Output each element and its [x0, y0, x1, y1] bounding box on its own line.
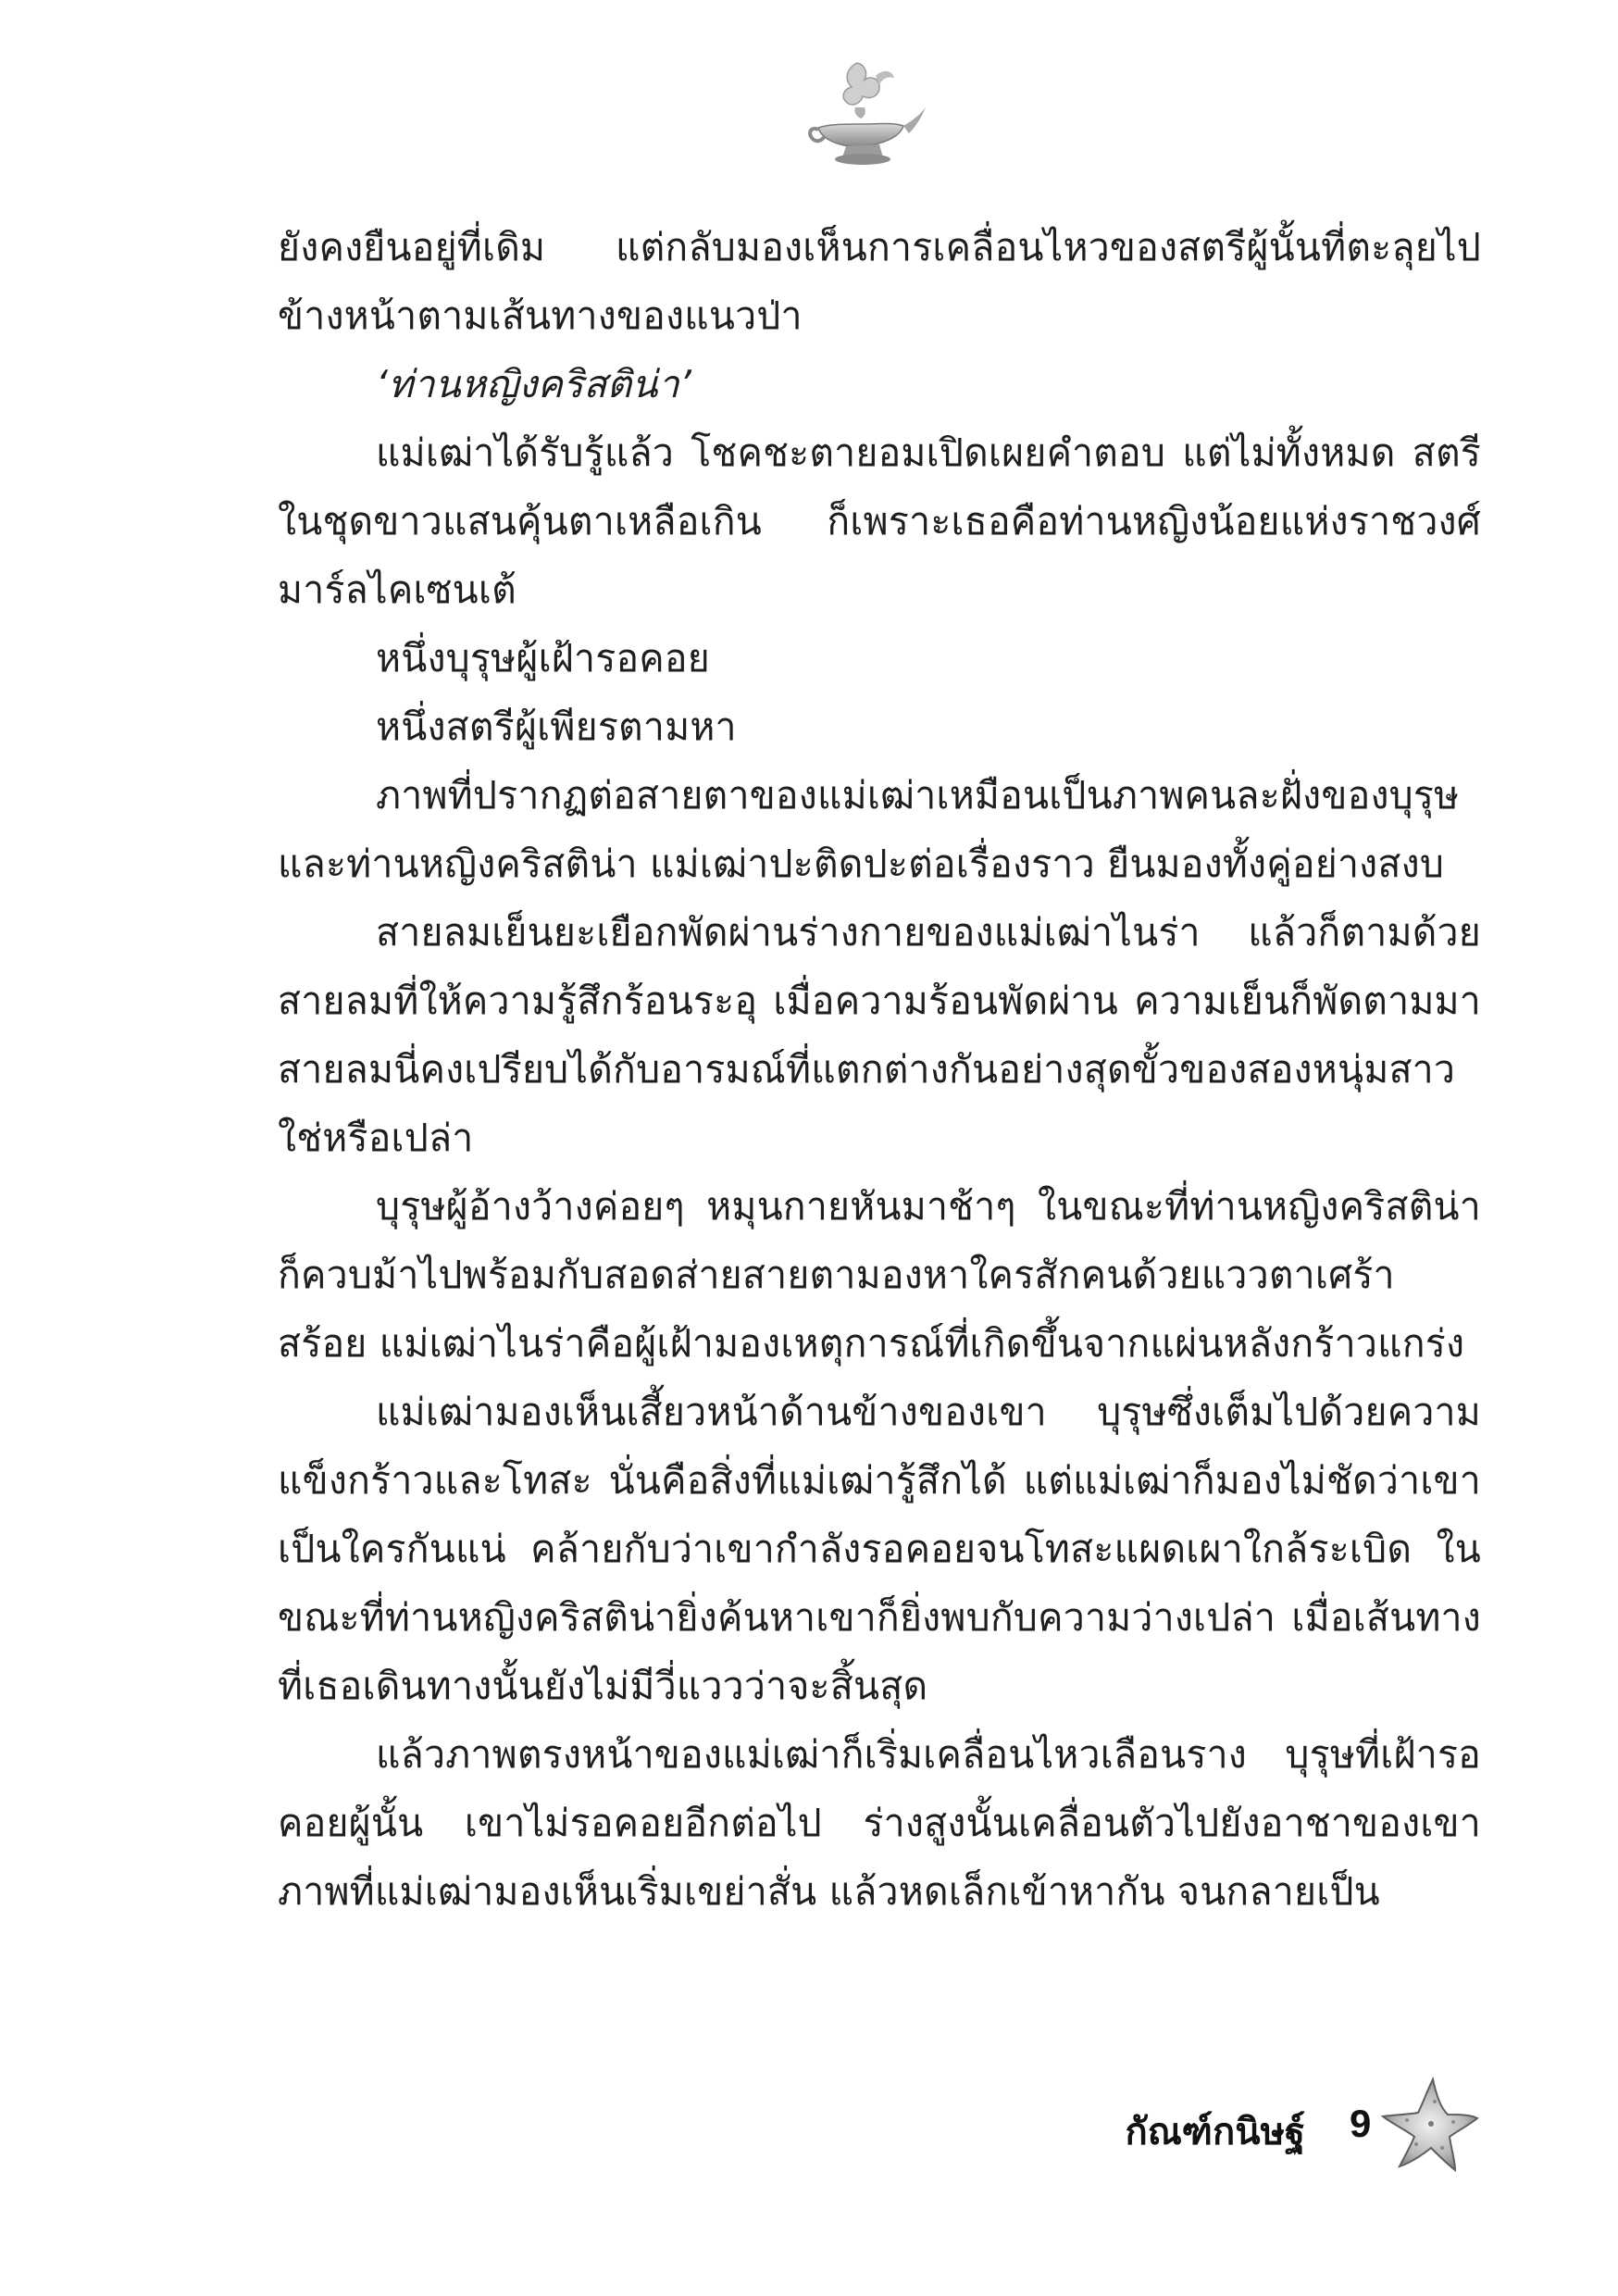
paragraph: ยังคงยืนอยู่ที่เดิม แต่กลับมองเห็นการเคลื่อนไหวของสตรีผู้นั้นที่ตะลุยไปข้างหน้าตามเส้นทางของแนวป่า — [278, 225, 1481, 338]
paragraph: แม่เฒ่ามองเห็นเสี้ยวหน้าด้านข้างของเขา บุรุษซึ่งเต็มไปด้วยความแข็งกร้าวและโทสะ นั่นคือสิ่งที่แม่เฒ่ารู้สึกได้ แต่แม่เฒ่าก็มองไม่ชัดว่าเขาเป็นใครกันแน่ คล้ายกับว่าเขากำลังรอคอยจนโทสะแผดเผาใกล้ระเบิด ในขณะที่ท่านหญิงคริสติน่ายิ่งค้นหาเขาก็ยิ่งพบกับความว่างเปล่า เมื่อเส้นทางที่เธอเดินทางนั้นยังไม่มีวี่แววว่าจะสิ้นสุด — [278, 1390, 1481, 1708]
page-footer — [1055, 2074, 1481, 2185]
paragraph: บุรุษผู้อ้างว้างค่อยๆ หมุนกายหันมาช้าๆ ในขณะที่ท่านหญิงคริสติน่าก็ควบม้าไปพร้อมกับสอดส่ายสายตามองหาใครสักคนด้วยแววตาเศร้าสร้อย แม่เฒ่าไนร่าคือผู้เฝ้ามองเหตุการณ์ที่เกิดขึ้นจากแผ่นหลังกร้าวแกร่ง — [278, 1184, 1481, 1366]
paragraph: หนึ่งสตรีผู้เพียรตามหา — [376, 705, 737, 749]
paragraph: แล้วภาพตรงหน้าของแม่เฒ่าก็เริ่มเคลื่อนไหวเลือนราง บุรุษที่เฝ้ารอคอยผู้นั้น เขาไม่รอคอยอีกต่อไป ร่างสูงนั้นเคลื่อนตัวไปยังอาชาของเขา ภาพที่แม่เฒ่ามองเห็นเริ่มเขย่าสั่น แล้วหดเล็กเข้าหากัน จนกลายเป็น — [278, 1732, 1481, 1914]
author-name: กัณฑ์กนิษฐ์ — [1125, 2111, 1305, 2153]
page-number: 9 — [1350, 2102, 1372, 2145]
paragraph: สายลมเย็นยะเยือกพัดผ่านร่างกายของแม่เฒ่าไนร่า แล้วก็ตามด้วยสายลมที่ให้ความรู้สึกร้อนระอุ เมื่อความร้อนพัดผ่าน ความเย็นก็พัดตามมา สายลมนี่คงเปรียบได้กับอารมณ์ที่แตกต่างกันอย่างสุดขั้วของสองหนุ่มสาวใช่หรือเปล่า — [278, 910, 1481, 1160]
paragraph: ‘ท่านหญิงคริสติน่า’ — [376, 362, 692, 406]
magic-lamp-genie-icon — [790, 56, 929, 176]
paragraph: หนึ่งบุรุษผู้เฝ้ารอคอย — [376, 636, 710, 680]
starfish-icon — [1379, 2074, 1481, 2176]
paragraph: ภาพที่ปรากฏต่อสายตาของแม่เฒ่าเหมือนเป็นภาพคนละฝั่งของบุรุษและท่านหญิงคริสติน่า แม่เฒ่าปะติดปะต่อเรื่องราว ยืนมองทั้งคู่อย่างสงบ — [278, 773, 1460, 886]
body-text — [278, 213, 1481, 1926]
paragraph: แม่เฒ่าได้รับรู้แล้ว โชคชะตายอมเปิดเผยคำตอบ แต่ไม่ทั้งหมด สตรีในชุดขาวแสนคุ้นตาเหลือเกิน ก็เพราะเธอคือท่านหญิงน้อยแห่งราชวงศ์มาร์ลไคเซนเต้ — [278, 430, 1481, 612]
